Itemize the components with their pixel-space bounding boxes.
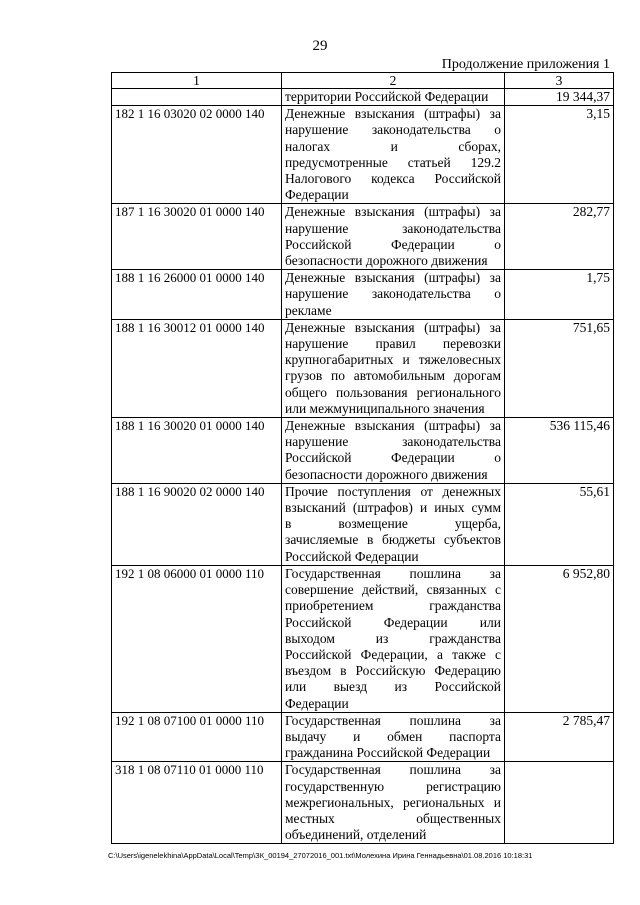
- description-line: Государственная пошлина за: [285, 712, 501, 728]
- description-cell: [282, 89, 505, 106]
- description-line: безопасности дорожного движения: [285, 253, 488, 269]
- description-line: безопасности дорожного движения: [285, 466, 488, 482]
- description-line: въездом в Российскую Федерацию: [285, 663, 501, 679]
- description-line: межрегиональных, региональных и: [285, 794, 501, 810]
- description-line: Налогового кодекса Российской: [285, 171, 501, 187]
- description-line: Денежные взыскания (штрафы) за: [285, 106, 501, 122]
- revenue-table: [111, 72, 614, 844]
- description-line: Российской Федерации или: [285, 614, 501, 630]
- amount-cell: 751,65: [505, 319, 614, 417]
- amount-cell: 6 952,80: [505, 565, 614, 712]
- table-body: [112, 89, 614, 844]
- description-line: выдачу и обмен паспорта: [285, 728, 501, 744]
- description-cell: [282, 712, 505, 762]
- description-line: предусмотренные статьей 129.2: [285, 154, 501, 170]
- amount-cell: 19 344,37: [505, 89, 614, 106]
- description-line: взысканий (штрафов) и иных сумм: [285, 500, 501, 516]
- description-line: объединений, отделений: [285, 827, 427, 843]
- description-line: налогах и сборах,: [285, 138, 501, 154]
- description-line: приобретением гражданства: [285, 598, 501, 614]
- description-line: в возмещение ущерба,: [285, 516, 501, 532]
- description-line: выходом из гражданства: [285, 630, 501, 646]
- description-cell: [282, 204, 505, 270]
- amount-cell: 55,61: [505, 483, 614, 565]
- budget-code-cell: 188 1 16 90020 02 0000 140: [112, 483, 282, 565]
- description-line: Российской Федерации: [285, 548, 419, 564]
- description-line: государственную регистрацию: [285, 778, 501, 794]
- amount-cell: 536 115,46: [505, 418, 614, 484]
- amount-cell: 2 785,47: [505, 712, 614, 762]
- description-cell: [282, 418, 505, 484]
- description-cell: [282, 106, 505, 204]
- budget-code-cell: 192 1 08 07100 01 0000 110: [112, 712, 282, 762]
- budget-code-cell: 188 1 16 30020 01 0000 140: [112, 418, 282, 484]
- description-line: Прочие поступления от денежных: [285, 483, 501, 499]
- description-line: крупногабаритных и тяжеловесных: [285, 352, 501, 368]
- description-line: территории Российской Федерации: [285, 89, 489, 104]
- description-line: Денежные взыскания (штрафы) за: [285, 204, 501, 220]
- description-line: Федерации: [285, 187, 349, 203]
- table-row: [112, 89, 614, 106]
- page-number: 29: [312, 38, 328, 54]
- budget-code-cell: 187 1 16 30020 01 0000 140: [112, 204, 282, 270]
- description-line: Государственная пошлина за: [285, 762, 501, 778]
- table-row: [112, 712, 614, 762]
- description-line: нарушение законодательства: [285, 220, 501, 236]
- description-line: общего пользования регионального: [285, 384, 501, 400]
- description-line: или выезд из Российской: [285, 679, 501, 695]
- header-col-3: 3: [505, 73, 614, 89]
- description-line: Денежные взыскания (штрафы) за: [285, 418, 501, 434]
- description-line: или межмуниципального значения: [285, 400, 485, 416]
- description-line: грузов по автомобильным дорогам: [285, 368, 501, 384]
- description-line: совершение действий, связанных с: [285, 582, 501, 598]
- header-col-2: 2: [282, 73, 505, 89]
- amount-cell: 282,77: [505, 204, 614, 270]
- amount-cell: 3,15: [505, 106, 614, 204]
- table-header-row: [112, 73, 614, 89]
- description-line: Денежные взыскания (штрафы) за: [285, 319, 501, 335]
- description-line: Российской Федерации о: [285, 450, 501, 466]
- description-cell: [282, 762, 505, 844]
- table-row: [112, 762, 614, 844]
- description-cell: [282, 319, 505, 417]
- amount-cell: 1,75: [505, 270, 614, 320]
- amount-cell: [505, 762, 614, 844]
- description-line: гражданина Российской Федерации: [285, 745, 491, 761]
- budget-code-cell: 182 1 16 03020 02 0000 140: [112, 106, 282, 204]
- description-cell: [282, 483, 505, 565]
- table-row: [112, 418, 614, 484]
- description-line: Денежные взыскания (штрафы) за: [285, 270, 501, 286]
- file-path-footer: C:\Users\igenelekhina\AppData\Local\Temp\ЗК_00194_27072016_001.txt\Молехина Ирина Геннадьевна\01.08.2016 10:18:31: [108, 851, 533, 860]
- description-line: Государственная пошлина за: [285, 565, 501, 581]
- table-row: [112, 483, 614, 565]
- continuation-label: Продолжение приложения 1: [441, 57, 610, 72]
- table-row: [112, 319, 614, 417]
- budget-code-cell: 188 1 16 30012 01 0000 140: [112, 319, 282, 417]
- description-line: нарушение законодательства: [285, 434, 501, 450]
- description-line: зачисляемые в бюджеты субъектов: [285, 532, 501, 548]
- table-row: [112, 204, 614, 270]
- description-line: нарушение законодательства о: [285, 286, 501, 302]
- description-cell: [282, 270, 505, 320]
- header-col-1: 1: [112, 73, 282, 89]
- description-line: нарушение законодательства о: [285, 122, 501, 138]
- description-line: Российской Федерации, а также с: [285, 646, 501, 662]
- table-row: [112, 565, 614, 712]
- description-cell: [282, 565, 505, 712]
- description-line: местных общественных: [285, 810, 501, 826]
- budget-code-cell: 188 1 16 26000 01 0000 140: [112, 270, 282, 320]
- budget-code-cell: 318 1 08 07110 01 0000 110: [112, 762, 282, 844]
- description-line: Федерации: [285, 695, 349, 711]
- description-line: рекламе: [285, 302, 332, 318]
- description-line: Российской Федерации о: [285, 236, 501, 252]
- table-row: [112, 270, 614, 320]
- table-row: [112, 106, 614, 204]
- budget-code-cell: 192 1 08 06000 01 0000 110: [112, 565, 282, 712]
- budget-code-cell: [112, 89, 282, 106]
- description-line: нарушение правил перевозки: [285, 336, 501, 352]
